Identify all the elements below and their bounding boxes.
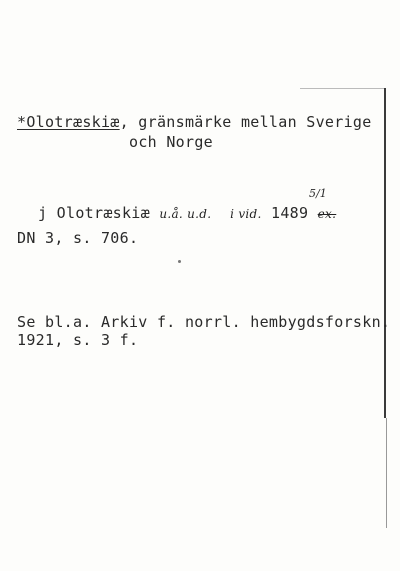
handwritten-annotation-1: u.å. u.d. (159, 207, 212, 221)
citation-line (38, 204, 336, 223)
see-also-line-2: 1921, s. 3 f. (17, 331, 139, 349)
handwritten-annotation-3: ex. (317, 207, 337, 221)
citation-prefix: j Olotræskiæ (38, 204, 160, 222)
see-also-line-1: Se bl.a. Arkiv f. norrl. hembygdsforskn. (17, 313, 391, 331)
source-reference: DN 3, s. 706. (17, 229, 139, 247)
right-margin-rule (384, 88, 386, 418)
headword-line (17, 113, 372, 131)
top-rule (300, 88, 386, 89)
citation-year: 1489 (270, 204, 309, 222)
headword-line-2: och Norge (129, 133, 213, 151)
headword-description: , gränsmärke mellan Sverige (119, 113, 372, 131)
ink-speck (178, 260, 181, 263)
bottom-margin-rule (386, 418, 387, 528)
handwritten-date-note: 5/1 (309, 187, 327, 200)
handwritten-annotation-2: i vid. (230, 207, 262, 221)
headword: *Olotræskiæ (17, 113, 120, 131)
